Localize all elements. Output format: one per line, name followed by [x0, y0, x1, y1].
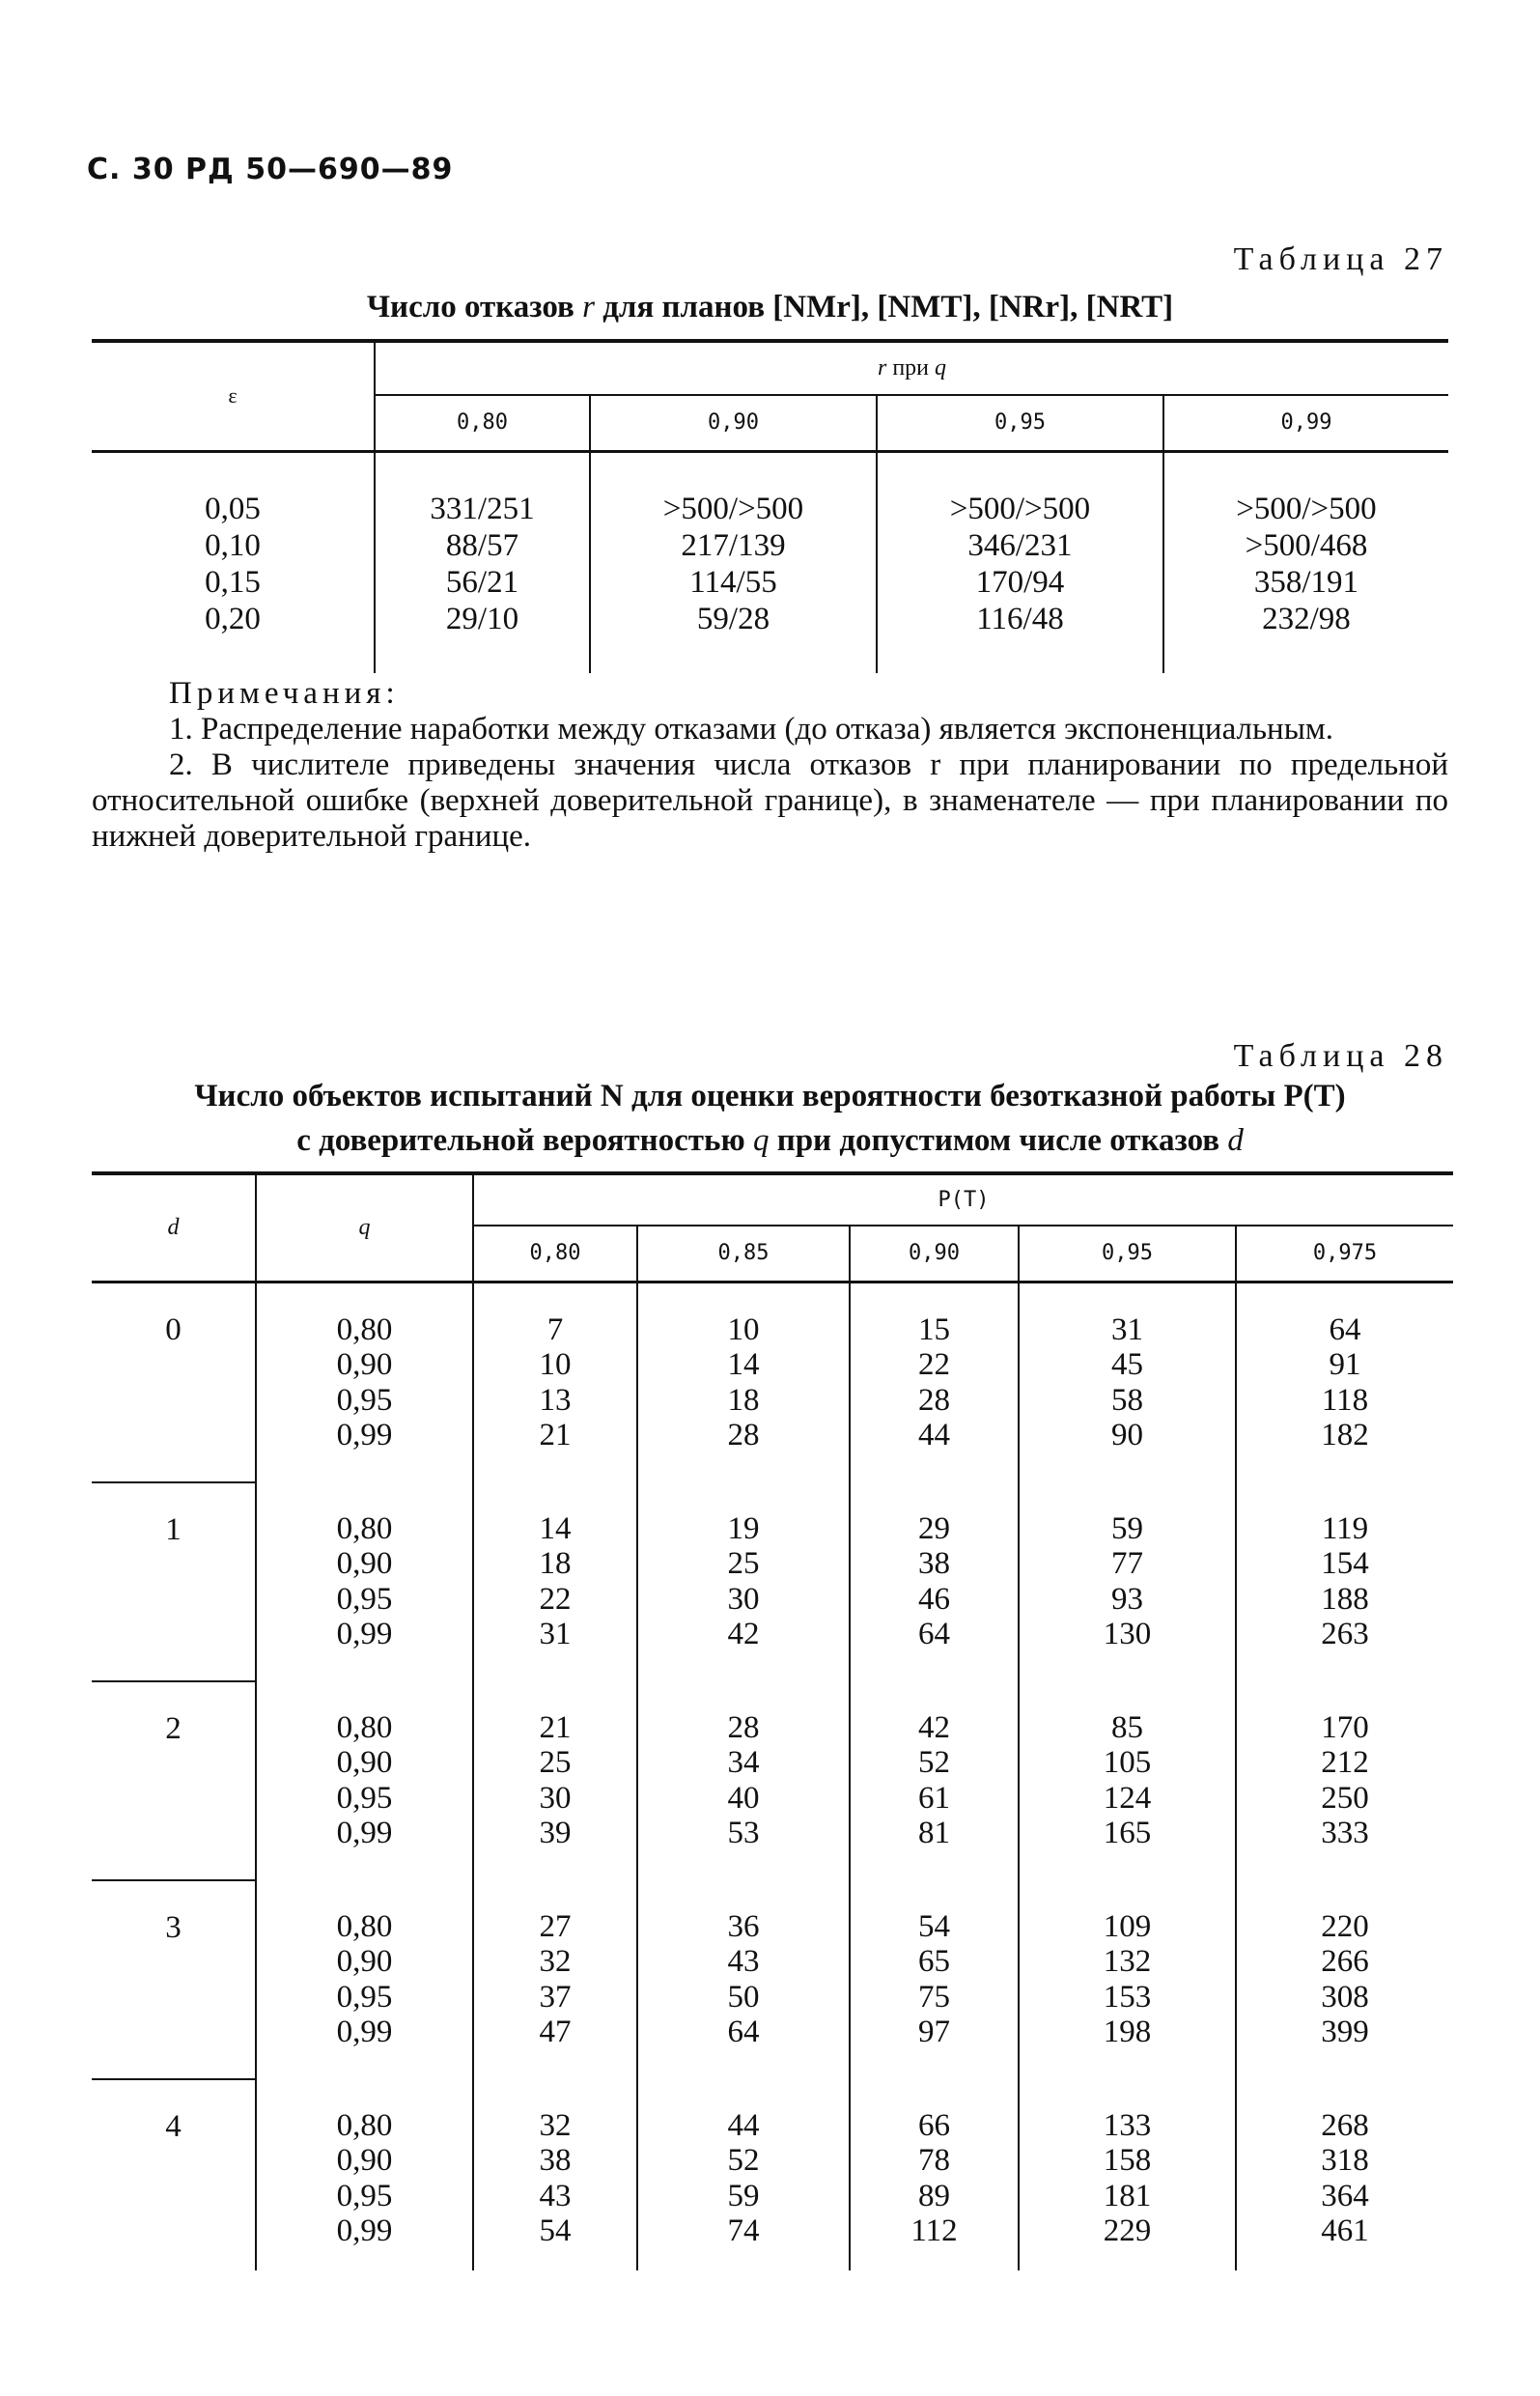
table-28-q-value: 0,90 — [336, 1347, 393, 1382]
table-28-value: 25 — [727, 1546, 760, 1581]
table-28-value: 29 — [918, 1510, 950, 1546]
table-27 — [92, 339, 1448, 673]
table-27-group-header — [375, 341, 1448, 395]
table-27-col-header: 0,99 — [1163, 395, 1448, 451]
table-28-q-value: 0,95 — [336, 1382, 393, 1418]
table-27-epsilon-cell: 0,10 — [205, 527, 261, 563]
table-28-value: 54 — [539, 2213, 572, 2248]
table-28-value-cell — [850, 1482, 1019, 1681]
table-27-value-cell: >500/>500 — [1163, 451, 1448, 527]
table-28-value: 10 — [727, 1311, 760, 1347]
table-28-title-line2-pre: с доверительной вероятностью — [296, 1123, 753, 1158]
table-27-group-var2: q — [935, 355, 947, 381]
table-28-q-value: 0,80 — [336, 1510, 393, 1546]
table-28-value: 461 — [1321, 2213, 1369, 2248]
table-28-value: 268 — [1321, 2107, 1369, 2143]
table-28-value: 7 — [546, 1311, 564, 1347]
table-28-value: 75 — [918, 1979, 950, 2015]
table-28-value: 54 — [918, 1908, 950, 1944]
table-27-epsilon-cell: 0,20 — [205, 601, 261, 636]
table-28-q-cell — [256, 1282, 473, 1482]
table-28-q-value: 0,99 — [336, 1816, 393, 1850]
table-28-head-q: q — [256, 1173, 473, 1282]
table-28-value: 118 — [1321, 1382, 1369, 1418]
table-28-value: 89 — [918, 2178, 950, 2213]
table-28-value: 52 — [918, 1745, 950, 1780]
table-27-value-cell: 217/139 — [590, 527, 877, 564]
table-28-value: 45 — [1111, 1347, 1143, 1382]
table-28-value: 28 — [727, 1418, 760, 1452]
table-28-q-cell — [256, 1681, 473, 1880]
table-28-value: 90 — [1111, 1418, 1143, 1452]
table-28-value-cell — [637, 2079, 850, 2270]
notes — [92, 676, 1448, 855]
table-28-q-value: 0,99 — [336, 1418, 393, 1452]
table-row — [92, 1482, 1453, 1681]
table-28-q-value: 0,95 — [336, 1581, 393, 1617]
table-28-value-cell — [1236, 1681, 1453, 1880]
table-28-value-cell — [1236, 1880, 1453, 2079]
table-28-q-value: 0,95 — [336, 1979, 393, 2015]
table-28-q-value: 0,90 — [336, 1944, 393, 1979]
table-28-value: 188 — [1321, 1581, 1369, 1617]
table-28-value: 158 — [1103, 2143, 1152, 2178]
table-28-value: 119 — [1321, 1510, 1369, 1546]
table-28-value: 36 — [727, 1908, 760, 1944]
table-28-value-cell — [1236, 1282, 1453, 1482]
table-27-value-cell: 116/48 — [877, 601, 1163, 673]
table-27-value-cell: 170/94 — [877, 564, 1163, 601]
table-28-value: 220 — [1321, 1908, 1369, 1944]
table-27-stub-header: ε — [92, 341, 375, 451]
table-27-col-header: 0,90 — [590, 395, 877, 451]
table-28-q-value: 0,90 — [336, 1745, 393, 1780]
table-27-value-cell: 346/231 — [877, 527, 1163, 564]
table-row — [92, 564, 1448, 601]
table-28-value: 112 — [910, 2213, 958, 2248]
table-28-value: 28 — [918, 1382, 950, 1418]
table-28-value-cell — [1019, 2079, 1236, 2270]
table-28-col-header: 0,90 — [850, 1226, 1019, 1282]
table-28-value: 64 — [918, 1617, 950, 1651]
table-28-value-cell — [1019, 1482, 1236, 1681]
table-28-col-header: 0,85 — [637, 1226, 850, 1282]
table-28-q-cell — [256, 1880, 473, 2079]
table-27-col-header: 0,80 — [375, 395, 590, 451]
table-28-value-cell — [1236, 2079, 1453, 2270]
table-28-value: 18 — [727, 1382, 760, 1418]
table-27-value-cell: 29/10 — [375, 601, 590, 673]
table-28-value-cell — [1019, 1880, 1236, 2079]
table-27-epsilon-cell: 0,15 — [205, 564, 261, 600]
table-28-value: 198 — [1103, 2015, 1152, 2049]
table-28-col-header: 0,95 — [1019, 1226, 1236, 1282]
table-28-value: 250 — [1321, 1780, 1369, 1816]
table-28-value: 50 — [727, 1979, 760, 2015]
table-27-value-cell: 88/57 — [375, 527, 590, 564]
table-28-head-d: d — [92, 1173, 256, 1282]
table-28-col-header: 0,975 — [1236, 1226, 1453, 1282]
table-28-q-value: 0,99 — [336, 2213, 393, 2248]
table-28-value: 31 — [539, 1617, 572, 1651]
table-28 — [92, 1171, 1453, 2270]
table-28-value: 59 — [1111, 1510, 1143, 1546]
table-28-q-value: 0,80 — [336, 1908, 393, 1944]
table-28-value: 15 — [918, 1311, 950, 1347]
table-28-value: 132 — [1103, 1944, 1152, 1979]
table-28-q-cell — [256, 2079, 473, 2270]
table-27-value-cell: 232/98 — [1163, 601, 1448, 673]
table-28-q-value: 0,99 — [336, 2015, 393, 2049]
table-28-value: 14 — [539, 1510, 572, 1546]
table-28-value: 93 — [1111, 1581, 1143, 1617]
table-28-value: 25 — [539, 1745, 572, 1780]
table-28-value: 18 — [539, 1546, 572, 1581]
table-28-value: 22 — [918, 1347, 950, 1382]
table-28-q-value: 0,95 — [336, 2178, 393, 2213]
table-28-value: 124 — [1103, 1780, 1152, 1816]
table-28-value-cell — [1019, 1681, 1236, 1880]
table-28-value: 42 — [727, 1617, 760, 1651]
table-28-value: 399 — [1321, 2015, 1369, 2049]
table-28-title-line2 — [92, 1118, 1448, 1163]
table-28-value: 64 — [1329, 1311, 1361, 1347]
table-28-col-header: 0,80 — [473, 1226, 637, 1282]
table-28-d-cell: 4 — [92, 2079, 256, 2270]
table-28-q-value: 0,80 — [336, 1311, 393, 1347]
table-27-value-cell: 114/55 — [590, 564, 877, 601]
table-28-value: 77 — [1111, 1546, 1143, 1581]
table-28-value: 42 — [918, 1709, 950, 1745]
table-28-value: 308 — [1321, 1979, 1369, 2015]
table-27-value-cell: >500/>500 — [590, 451, 877, 527]
table-28-number: Таблица 28 — [1233, 1038, 1448, 1074]
table-28-d-cell: 0 — [165, 1311, 182, 1347]
table-28-value: 91 — [1329, 1347, 1361, 1382]
table-28-value: 78 — [918, 2143, 950, 2178]
table-28-value-cell — [637, 1880, 850, 2079]
table-28-value-cell — [850, 1681, 1019, 1880]
table-28-value: 39 — [539, 1816, 572, 1850]
table-28-value-cell — [850, 2079, 1019, 2270]
table-28-value: 153 — [1103, 1979, 1152, 2015]
table-28-value: 64 — [727, 2015, 760, 2049]
table-28-title-line1: Число объектов испытаний N для оценки вероятности безотказной работы P(T) — [194, 1079, 1346, 1113]
table-27-group-var: r — [877, 355, 887, 381]
page-header: С. 30 РД 50—690—89 — [87, 153, 454, 186]
table-28-value: 58 — [1111, 1382, 1143, 1418]
table-28-value: 37 — [539, 1979, 572, 2015]
table-28-value: 38 — [539, 2143, 572, 2178]
table-28-value: 19 — [727, 1510, 760, 1546]
table-row — [92, 1681, 1453, 1880]
table-28-value: 28 — [727, 1709, 760, 1745]
table-27-col-header: 0,95 — [877, 395, 1163, 451]
table-28-value: 364 — [1321, 2178, 1369, 2213]
table-28-value: 32 — [539, 1944, 572, 1979]
table-28-value: 59 — [727, 2178, 760, 2213]
table-28-value: 30 — [727, 1581, 760, 1617]
table-28-value: 46 — [918, 1581, 950, 1617]
table-27-group-mid: при — [886, 355, 936, 381]
table-28-value: 40 — [727, 1780, 760, 1816]
table-28-value: 154 — [1321, 1546, 1369, 1581]
table-28-value: 32 — [539, 2107, 572, 2143]
table-28-value: 38 — [918, 1546, 950, 1581]
table-28-value: 318 — [1321, 2143, 1369, 2178]
table-28-d-cell: 2 — [92, 1681, 256, 1880]
table-28-value: 263 — [1321, 1617, 1369, 1651]
table-row — [92, 1282, 1453, 1482]
table-28-value: 182 — [1321, 1418, 1369, 1452]
table-28-value: 229 — [1103, 2213, 1152, 2248]
table-28-value: 21 — [539, 1418, 572, 1452]
table-28-value: 30 — [539, 1780, 572, 1816]
table-row — [92, 451, 1448, 527]
table-28-value: 10 — [539, 1347, 572, 1382]
table-row — [92, 1880, 1453, 2079]
table-28-q-value: 0,95 — [336, 1780, 393, 1816]
table-27-value-cell: >500/>500 — [877, 451, 1163, 527]
table-28-q-value: 0,80 — [336, 2107, 393, 2143]
table-28-value: 266 — [1321, 1944, 1369, 1979]
table-28-value: 85 — [1111, 1709, 1143, 1745]
table-27-value-cell: 59/28 — [590, 601, 877, 673]
table-27-value-cell: 56/21 — [375, 564, 590, 601]
table-28-value: 34 — [727, 1745, 760, 1780]
table-28-value: 52 — [727, 2143, 760, 2178]
table-27-title-var: r — [582, 290, 595, 324]
table-28-value-cell — [637, 1681, 850, 1880]
table-28-value: 61 — [918, 1780, 950, 1816]
table-27-value-cell: 358/191 — [1163, 564, 1448, 601]
table-row — [92, 2079, 1453, 2270]
table-28-value-cell — [637, 1482, 850, 1681]
table-28-value: 47 — [539, 2015, 572, 2049]
table-28-value: 14 — [727, 1347, 760, 1382]
table-28-value: 165 — [1103, 1816, 1152, 1850]
table-row — [92, 601, 1448, 673]
table-28-value-cell — [473, 1681, 637, 1880]
table-28-d-cell: 3 — [92, 1880, 256, 2079]
table-27-title-pre: Число отказов — [366, 290, 583, 324]
table-28-title — [92, 1074, 1448, 1163]
table-28-value: 81 — [918, 1816, 950, 1850]
table-28-value: 212 — [1321, 1745, 1369, 1780]
table-28-value: 66 — [918, 2107, 950, 2143]
table-28-title-var2: d — [1227, 1123, 1244, 1158]
table-28-value-cell — [473, 2079, 637, 2270]
table-28-value: 21 — [539, 1709, 572, 1745]
table-28-q-cell — [256, 1482, 473, 1681]
table-28-value: 65 — [918, 1944, 950, 1979]
table-28-value-cell — [1236, 1482, 1453, 1681]
table-28-value-cell — [637, 1282, 850, 1482]
table-28-value: 181 — [1103, 2178, 1152, 2213]
table-27-epsilon-cell: 0,05 — [205, 491, 261, 526]
table-27-value-cell: 331/251 — [375, 451, 590, 527]
table-28-value: 53 — [727, 1816, 760, 1850]
table-28-value: 130 — [1103, 1617, 1152, 1651]
notes-title: Примечания: — [169, 676, 400, 711]
table-28-value: 133 — [1103, 2107, 1152, 2143]
table-28-value: 43 — [727, 1944, 760, 1979]
table-28-value: 74 — [727, 2213, 760, 2248]
table-28-q-value: 0,90 — [336, 2143, 393, 2178]
table-28-value-cell — [850, 1282, 1019, 1482]
table-28-title-var: q — [752, 1123, 770, 1158]
table-28-value: 43 — [539, 2178, 572, 2213]
table-28-q-value: 0,90 — [336, 1546, 393, 1581]
table-28-value: 13 — [539, 1382, 572, 1418]
table-28-value: 44 — [918, 1418, 950, 1452]
table-28-d-cell: 1 — [92, 1482, 256, 1681]
table-28-value-cell — [850, 1880, 1019, 2079]
table-27-value-cell: >500/468 — [1163, 527, 1448, 564]
table-28-value: 333 — [1321, 1816, 1369, 1850]
table-27-title — [92, 285, 1448, 329]
table-28-title-line2-mid: при допустимом числе отказов — [769, 1123, 1228, 1158]
table-28-value-cell — [473, 1880, 637, 2079]
table-28-value-cell — [473, 1282, 637, 1482]
table-28-value: 31 — [1111, 1311, 1143, 1347]
table-28-value: 170 — [1321, 1709, 1369, 1745]
table-28-value: 97 — [918, 2015, 950, 2049]
table-28-value: 44 — [727, 2107, 760, 2143]
table-row — [92, 527, 1448, 564]
table-28-value: 22 — [539, 1581, 572, 1617]
table-28-value: 27 — [539, 1908, 572, 1944]
table-28-group-header: P(T) — [473, 1173, 1453, 1226]
table-28-value-cell — [1019, 1282, 1236, 1482]
note-item: 2. В числителе приведены значения числа отказов r при планировании по предельной относительной ошибке (верхней доверительной границе), в знаменателе — при планировании по нижней доверительной границе. — [92, 747, 1448, 854]
table-28-value: 109 — [1103, 1908, 1152, 1944]
note-item: 1. Распределение наработки между отказами (до отказа) является экспоненциальным. — [169, 712, 1333, 747]
table-28-value-cell — [473, 1482, 637, 1681]
table-27-title-post: для планов [NMr], [NMT], [NRr], [NRT] — [594, 290, 1174, 324]
table-28-q-value: 0,99 — [336, 1617, 393, 1651]
table-27-number: Таблица 27 — [1233, 241, 1448, 277]
table-28-value: 105 — [1103, 1745, 1152, 1780]
table-28-q-value: 0,80 — [336, 1709, 393, 1745]
